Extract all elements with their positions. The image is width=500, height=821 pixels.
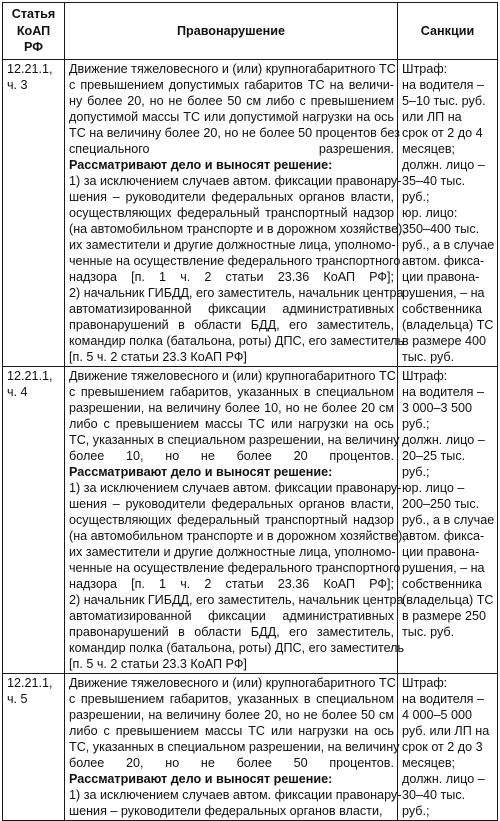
sanction-line: ции правона- xyxy=(402,269,480,284)
offense-line: ченные на осуществление федерального транспортного xyxy=(69,253,401,268)
article-code-line: ч. 4 xyxy=(7,384,28,399)
sanction-line: 3 000–3 500 xyxy=(402,400,473,415)
offense-line: либо с превышением массы ТС или нагрузки на ось xyxy=(69,723,394,738)
sanction-line: автом. фикса- xyxy=(402,528,485,543)
offense-line: ну более 20, но не более 50 см либо с превышением xyxy=(69,93,394,108)
sanction-line: Штраф: xyxy=(402,368,448,383)
offense-cell xyxy=(65,673,402,820)
offense-line: осуществляющих федеральный транспортный надзор xyxy=(69,512,394,527)
sanction-line: должн. лицо – xyxy=(402,157,485,172)
sanction-cell xyxy=(398,366,498,673)
offense-cell xyxy=(65,59,406,366)
offense-line: 2) начальник ГИБДД, его заместитель, начальник центра xyxy=(69,285,404,300)
sanction-line: руб.; xyxy=(402,189,430,204)
article-code-line: ч. 3 xyxy=(7,77,28,92)
offense-line: правонарушений в области БДД, его заместитель, xyxy=(69,317,394,332)
sanction-line: руб., а в случае xyxy=(402,512,495,527)
offense-line: ТС, указанных в специальном разрешении, на величину xyxy=(69,432,400,447)
offense-line: [п. 5 ч. 2 статьи 23.3 КоАП РФ] xyxy=(69,349,247,364)
sanction-line: тыс. руб. xyxy=(402,349,455,364)
article-code-line: 12.21.1, xyxy=(7,675,53,690)
sanction-line: руб.; xyxy=(402,464,430,479)
offense-line: разрешении, на величину более 20, но не более 50 см xyxy=(69,707,394,722)
offense-line: с превышением габаритов, указанных в специальном xyxy=(69,384,394,399)
header-article xyxy=(3,3,65,60)
offense-line: шения – руководители федеральных органов власти, xyxy=(69,189,394,204)
offense-line: разрешении, на величину более 10, но не более 20 см xyxy=(69,400,394,415)
offense-heading: Рассматривают дело и выносят решение: xyxy=(69,157,333,172)
sanction-line: на водителя – xyxy=(402,77,485,92)
header-article-line: РФ xyxy=(24,40,43,54)
sanction-line: 30–40 тыс. xyxy=(402,787,466,802)
sanction-line: 200–250 тыс. xyxy=(402,496,480,511)
offense-line: шения – руководители федеральных органов власти, xyxy=(69,803,383,818)
offense-line: Движение тяжеловесного и (или) крупногабаритного ТС xyxy=(69,61,396,76)
sanction-line: (владельца) ТС xyxy=(402,592,494,607)
header-article-line: КоАП xyxy=(16,23,51,38)
offense-line: надзора [п. 1 ч. 2 статьи 23.36 КоАП РФ]; xyxy=(69,269,394,284)
sanction-line: юр. лицо – xyxy=(402,480,465,495)
offense-line: 1) за исключением случаев автом. фиксации правонару- xyxy=(69,787,402,802)
sanction-line: Штраф: xyxy=(402,675,448,690)
header-offense: Правонарушение xyxy=(65,3,398,60)
article-cell xyxy=(3,366,65,673)
sanction-line: срок от 2 до 4 xyxy=(402,125,483,140)
offense-line: более 10, но не более 20 процентов. xyxy=(69,448,394,463)
sanction-line: 350–400 тыс. xyxy=(402,221,480,236)
sanction-line: руб.; xyxy=(402,416,430,431)
table-row xyxy=(3,366,498,673)
offense-line: правонарушений в области БДД, его заместитель, xyxy=(69,624,394,639)
header-article-line: Статья xyxy=(11,7,56,21)
offense-line: Движение тяжеловесного и (или) крупногабаритного ТС xyxy=(69,675,396,690)
offense-heading: Рассматривают дело и выносят решение: xyxy=(69,771,333,786)
sanction-line: на водителя – xyxy=(402,384,485,399)
offense-line: [п. 5 ч. 2 статьи 23.3 КоАП РФ] xyxy=(69,656,247,671)
offense-line: Движение тяжеловесного и (или) крупногабаритного ТС xyxy=(69,368,396,383)
sanction-line: 5–10 тыс. руб. xyxy=(402,93,486,108)
offense-line: командир полка (батальона, роты) ДПС, его заместитель xyxy=(69,333,405,348)
offense-line: 1) за исключением случаев автом. фиксации правонару- xyxy=(69,173,402,188)
sanction-line: рушения, – на xyxy=(402,285,485,300)
sanction-line: тыс. руб. xyxy=(402,624,455,639)
offense-cell xyxy=(65,366,406,673)
sanction-line: в размере 400 xyxy=(402,333,487,348)
sanction-line: на водителя – xyxy=(402,691,485,706)
table-header-row xyxy=(3,3,498,60)
koap-table xyxy=(2,2,498,821)
sanction-line: рушения, – на xyxy=(402,560,485,575)
offense-line: ТС, указанных в специальном разрешении, на величину xyxy=(69,739,400,754)
offense-heading: Рассматривают дело и выносят решение: xyxy=(69,464,333,479)
offense-line: автоматизированной фиксации административных xyxy=(69,608,394,623)
offense-line: осуществляющих федеральный транспортный надзор xyxy=(69,205,394,220)
sanction-line: руб. или ЛП на xyxy=(402,723,490,738)
sanction-cell xyxy=(398,673,498,820)
offense-line: 2) начальник ГИБДД, его заместитель, начальник центра xyxy=(69,592,404,607)
sanction-line: должн. лицо – xyxy=(402,432,485,447)
offense-line: 1) за исключением случаев автом. фиксации правонару- xyxy=(69,480,402,495)
offense-line: (на автомобильном транспорте и в дорожном хозяйстве), xyxy=(69,528,406,543)
sanction-line: месяцев; xyxy=(402,755,456,770)
sanction-line: Штраф: xyxy=(402,61,448,76)
article-code-line: ч. 5 xyxy=(7,691,28,706)
sanction-line: в размере 250 xyxy=(402,608,487,623)
sanction-line: 35–40 тыс. xyxy=(402,173,466,188)
table-row xyxy=(3,59,498,366)
article-code-line: 12.21.1, xyxy=(7,61,53,76)
offense-line: ченные на осуществление федерального транспортного xyxy=(69,560,401,575)
sanction-line: собственника xyxy=(402,301,482,316)
sanction-line: должн. лицо – xyxy=(402,771,485,786)
header-sanctions: Санкции xyxy=(398,3,498,60)
sanction-line: срок от 2 до 3 xyxy=(402,739,483,754)
article-cell xyxy=(3,59,65,366)
article-code-line: 12.21.1, xyxy=(7,368,53,383)
offense-line: с превышением допустимых габаритов ТС на величи- xyxy=(69,77,394,92)
sanction-cell xyxy=(398,59,498,366)
sanction-line: автом. фикса- xyxy=(402,253,485,268)
sanction-line: или ЛП на xyxy=(402,109,462,124)
offense-line: шения – руководители федеральных органов власти, xyxy=(69,496,394,511)
offense-line: командир полка (батальона, роты) ДПС, его заместитель xyxy=(69,640,405,655)
offense-line: надзора [п. 1 ч. 2 статьи 23.36 КоАП РФ]; xyxy=(69,576,394,591)
sanction-line: 20–25 тыс. xyxy=(402,448,466,463)
offense-line: более 20, но не более 50 процентов. xyxy=(69,755,394,770)
article-cell xyxy=(3,673,65,820)
offense-line: специального разрешения. xyxy=(69,141,394,156)
sanction-line: (владельца) ТС xyxy=(402,317,494,332)
offense-line: (на автомобильном транспорте и в дорожном хозяйстве), xyxy=(69,221,406,236)
offense-line: либо с превышением массы ТС или нагрузки на ось xyxy=(69,416,394,431)
sanction-line: юр. лицо: xyxy=(402,205,458,220)
offense-line: с превышением габаритов, указанных в специальном xyxy=(69,691,394,706)
offense-line: их заместители и другие должностные лица, уполномо- xyxy=(69,237,396,252)
sanction-line: руб.; xyxy=(402,803,430,818)
sanction-line: собственника xyxy=(402,576,482,591)
offense-line: автоматизированной фиксации административных xyxy=(69,301,394,316)
table-row xyxy=(3,673,498,820)
sanction-line: руб., а в случае xyxy=(402,237,495,252)
offense-line: их заместители и другие должностные лица, уполномо- xyxy=(69,544,396,559)
sanction-line: ции правона- xyxy=(402,544,480,559)
sanction-line: месяцев; xyxy=(402,141,456,156)
sanction-line: 4 000–5 000 xyxy=(402,707,473,722)
offense-line: допустимой массы ТС или допустимой нагрузки на ось xyxy=(69,109,394,124)
offense-line: ТС на величину более 20, но не более 50 процентов без xyxy=(69,125,400,140)
